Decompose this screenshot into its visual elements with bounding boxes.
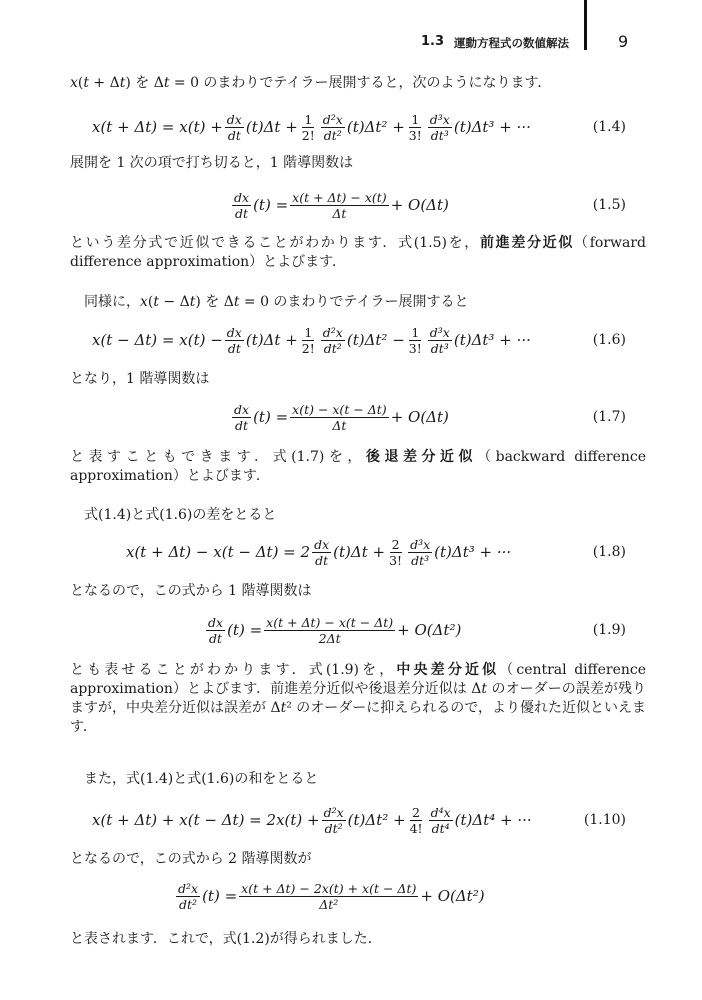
fraction: $\frac{\text{d⁴x}}{\text{dt⁴}}$ bbox=[430, 804, 451, 836]
eq-term: (t)Δt + bbox=[333, 543, 386, 561]
equation-number: (1.7) bbox=[592, 409, 626, 425]
text: という差分式で近似できることがわかります．式(1.5)を， bbox=[70, 235, 480, 251]
fraction: $\frac{\text{d³x}}{\text{dt³}}$ bbox=[410, 536, 431, 568]
fraction: $\frac{\text{d²x}}{\text{dt²}}$ bbox=[322, 324, 343, 356]
paragraph-backward-taylor-intro: 同様に，𝑥(𝑡 − Δ𝑡) を Δ𝑡 = 0 のまわりでテイラー展開すると bbox=[84, 294, 469, 310]
fraction: $\frac{dx}{dt}$ bbox=[226, 324, 242, 356]
eq-term: (t)Δt³ + ··· bbox=[453, 331, 531, 349]
equation-second-derivative bbox=[70, 872, 646, 920]
text: （forward difference approximation）とよびます． bbox=[70, 235, 646, 270]
eq-term: + O(Δt²) bbox=[420, 887, 485, 905]
term-central-difference: 中央差分近似 bbox=[396, 662, 500, 678]
eq-term: + O(Δt) bbox=[390, 408, 449, 426]
fraction: $\frac{\text{d³x}}{\text{dt³}}$ bbox=[429, 111, 450, 143]
term-forward-difference: 前進差分近似 bbox=[479, 235, 575, 251]
equation-number: (1.4) bbox=[592, 119, 626, 135]
equation-number: (1.6) bbox=[592, 332, 626, 348]
paragraph-central-difference bbox=[70, 661, 646, 737]
fraction: $\frac{dx}{dt}$ bbox=[226, 111, 242, 143]
eq-term: (t) = bbox=[253, 408, 289, 426]
text: （central difference approximation）とよびます．前進差分近似や後退差分近似は Δ𝑡 のオーダーの誤差が残りますが，中央差分近似は誤差が Δ𝑡² のオーダーに抑えられるので，より優れた近似といえます． bbox=[70, 662, 647, 735]
eq-term: (t)Δt + bbox=[245, 331, 298, 349]
paragraph-then-first-derivative: となり，1 階導関数は bbox=[70, 371, 210, 387]
eq-term: (t)Δt + bbox=[245, 118, 298, 136]
fraction: $\frac{dx}{dt}$ bbox=[208, 614, 224, 646]
paragraph-backward-difference bbox=[70, 448, 646, 486]
eq-lhs: x(t + Δt) + x(t − Δt) = 2x(t) + bbox=[92, 811, 320, 829]
paragraph-sum-of-equations: また，式(1.4)と式(1.6)の和をとると bbox=[84, 771, 319, 787]
equation-1-9 bbox=[70, 606, 646, 654]
equation-1-7 bbox=[70, 393, 646, 441]
equation-1-4 bbox=[70, 103, 646, 151]
eq-term: (t)Δt³ + ··· bbox=[434, 543, 512, 561]
fraction: $\frac{dx}{dt}$ bbox=[234, 401, 250, 433]
fraction: $\frac{dx}{dt}$ bbox=[234, 189, 250, 221]
paragraph-so-first-derivative: となるので，この式から 1 階導関数は bbox=[70, 583, 312, 599]
running-header bbox=[0, 0, 702, 60]
fraction: $\frac{1}{2!}$ bbox=[301, 324, 315, 356]
fraction: $\frac{\text{d²x}}{\text{dt²}}$ bbox=[178, 880, 199, 912]
fraction: $\frac{\text{d²x}}{\text{dt²}}$ bbox=[322, 111, 343, 143]
eq-term: (t)Δt² + bbox=[346, 118, 405, 136]
equation-number: (1.5) bbox=[592, 197, 626, 213]
paragraph-conclusion: と表されます．これで，式(1.2)が得られました． bbox=[70, 931, 382, 947]
fraction: $\frac{x(t + \Delta t) - x(t)}{\Delta t}$ bbox=[292, 189, 387, 221]
fraction: $\frac{\text{d³x}}{\text{dt³}}$ bbox=[429, 324, 450, 356]
equation-1-8 bbox=[70, 528, 646, 576]
eq-lhs: x(t − Δt) = x(t) − bbox=[92, 331, 223, 349]
fraction: $\frac{x(t + \Delta t) - 2x(t) + x(t - \Delta t)}{\text{Δt²}}$ bbox=[241, 880, 417, 912]
eq-lhs: x(t + Δt) − x(t − Δt) = 2 bbox=[126, 543, 311, 561]
header-vertical-rule bbox=[584, 0, 587, 50]
term-backward-difference: 後退差分近似 bbox=[365, 449, 478, 465]
eq-lhs: x(t + Δt) = x(t) + bbox=[92, 118, 223, 136]
paragraph-so-second-derivative: となるので，この式から 2 階導関数が bbox=[70, 851, 312, 867]
equation-1-10 bbox=[70, 796, 646, 844]
fraction: $\frac{dx}{dt}$ bbox=[314, 536, 330, 568]
fraction: $\frac{2}{4!}$ bbox=[409, 804, 423, 836]
fraction: $\frac{2}{3!}$ bbox=[389, 536, 403, 568]
page-number: 9 bbox=[618, 32, 629, 51]
paragraph-first-order-truncation: 展開を 1 次の項で打ち切ると，1 階導関数は bbox=[70, 155, 354, 171]
eq-term: (t)Δt² + bbox=[347, 811, 406, 829]
eq-term: (t) = bbox=[227, 621, 263, 639]
eq-term: (t)Δt³ + ··· bbox=[453, 118, 531, 136]
text: と表すこともできます．式(1.7)を， bbox=[70, 449, 366, 465]
equation-1-6 bbox=[70, 316, 646, 364]
paragraph-taylor-intro: 𝑥(𝑡 + Δ𝑡) を Δ𝑡 = 0 のまわりでテイラー展開すると，次のようになります． bbox=[70, 75, 552, 91]
text: （backward difference approximation）とよびます． bbox=[70, 449, 647, 484]
paragraph-forward-difference bbox=[70, 234, 646, 272]
eq-term: + O(Δt²) bbox=[397, 621, 462, 639]
equation-number: (1.9) bbox=[592, 622, 626, 638]
fraction: $\frac{\text{d²x}}{\text{dt²}}$ bbox=[323, 804, 344, 836]
eq-term: (t) = bbox=[202, 887, 238, 905]
paragraph-difference-of-equations: 式(1.4)と式(1.6)の差をとると bbox=[84, 507, 277, 523]
equation-1-5 bbox=[70, 181, 646, 229]
equation-number: (1.8) bbox=[592, 544, 626, 560]
header-section-number: 1.3 bbox=[421, 34, 445, 49]
eq-term: (t)Δt² − bbox=[346, 331, 405, 349]
fraction: $\frac{1}{3!}$ bbox=[408, 111, 422, 143]
fraction: $\frac{x(t + \Delta t) - x(t - \Delta t)}{2\Delta t}$ bbox=[266, 614, 394, 646]
eq-term: (t) = bbox=[253, 196, 289, 214]
fraction: $\frac{x(t) - x(t - \Delta t)}{\Delta t}$ bbox=[292, 401, 387, 433]
header-section-title: 運動方程式の数値解法 bbox=[454, 36, 569, 50]
fraction: $\frac{1}{3!}$ bbox=[408, 324, 422, 356]
equation-number: (1.10) bbox=[583, 812, 626, 828]
fraction: $\frac{1}{2!}$ bbox=[301, 111, 315, 143]
text: とも表せることがわかります．式(1.9)を， bbox=[70, 662, 397, 678]
eq-term: (t)Δt⁴ + ··· bbox=[454, 811, 532, 829]
eq-term: + O(Δt) bbox=[390, 196, 449, 214]
